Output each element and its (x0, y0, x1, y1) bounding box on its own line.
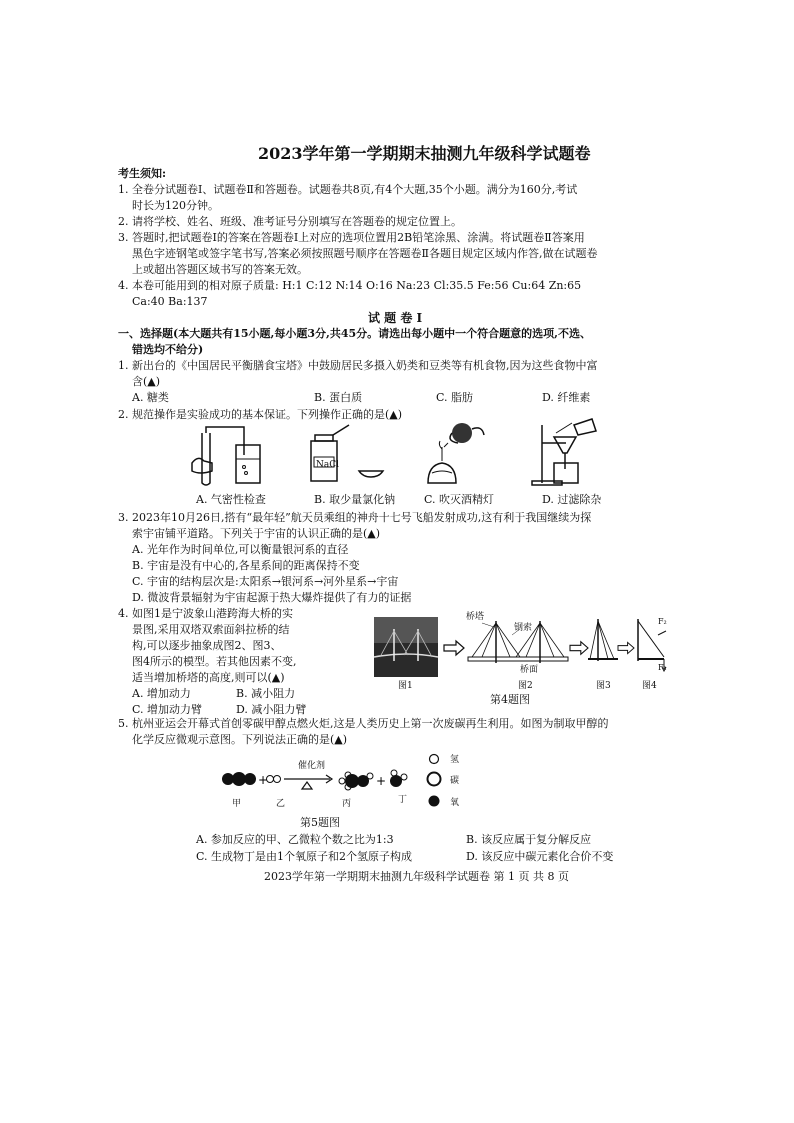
q3-option-b: B. 宇宙是没有中心的,各星系间的距离保持不变 (132, 559, 360, 572)
question-2-stem: 2. 规范操作是实验成功的基本保证。下列操作正确的是(▲) (118, 408, 403, 421)
q4-option-c: C. 增加动力臂 (132, 703, 203, 716)
fig1-label: 图1 (398, 681, 413, 691)
q5-option-c: C. 生成物丁是由1个氧原子和2个氢原子构成 (196, 850, 413, 863)
q2-option-a: A. 气密性检查 (196, 493, 266, 506)
option-c: C. 脂肪 (436, 391, 474, 404)
nacl-label: NaCl (316, 460, 340, 470)
notice-line: 上或超出答题区域书写的答案无效。 (132, 263, 308, 276)
question-1-stem: 含(▲) (132, 375, 161, 388)
svg-text:+: + (258, 773, 269, 787)
question-3-stem: 3. 2023年10月26日,搭有“最年轻”航天员乘组的神舟十七号飞船发射成功,这有利于我国继续为探 (118, 511, 592, 524)
q5-option-a: A. 参加反应的甲、乙微粒个数之比为1:3 (196, 833, 394, 846)
question-4-stem: 构,可以逐步抽象成图2、图3、 (132, 639, 282, 652)
page-title: 2023学年第一学期期末抽测九年级科学试题卷 (258, 144, 591, 163)
section-title: 试 题 卷 Ⅰ (368, 311, 423, 325)
question-4-stem: 适当增加桥塔的高度,则可以(▲) (132, 671, 285, 684)
blow-out-lamp-illustration (418, 421, 498, 487)
q3-option-a: A. 光年作为时间单位,可以衡量银河系的直径 (132, 543, 349, 556)
notice-line: 3. 答题时,把试题卷Ⅰ的答案在答题卷Ⅰ上对应的选项位置用2B铅笔涂黑、涂满。将试题卷Ⅱ答案用 (118, 231, 585, 244)
question-5-stem: 5. 杭州亚运会开幕式首创零碳甲醇点燃火炬,这是人类历史上第一次废碳再生利用。如图为制取甲醇的 (118, 717, 609, 730)
notice-line: 4. 本卷可能用到的相对原子质量: H:1 C:12 N:14 O:16 Na:23 Cl:35.5 Fe:56 Cu:64 Zn:65 (118, 279, 582, 292)
species-jia: 甲 (232, 799, 242, 809)
species-yi: 乙 (276, 799, 286, 809)
legend-oxygen: 氧 (450, 798, 460, 808)
notice-line: 1. 全卷分试题卷Ⅰ、试题卷Ⅱ和答题卷。试题卷共8页,有4个大题,35个小题。满分为160分,考试 (118, 183, 578, 196)
q4-option-a: A. 增加动力 (132, 687, 191, 700)
svg-text:+: + (376, 774, 387, 788)
species-bing: 丙 (342, 799, 352, 809)
force-f2-label: F₂ (658, 617, 667, 626)
filtration-illustration (526, 419, 606, 487)
arrow-right-icon (444, 641, 464, 655)
q5-figure-caption: 第5题图 (300, 816, 340, 829)
q2-option-d: D. 过滤除杂 (542, 493, 602, 506)
notice-line: 2. 请将学校、姓名、班级、准考证号分别填写在答题卷的规定位置上。 (118, 215, 462, 228)
arrow-right-icon (618, 641, 634, 655)
section-intro: 一、选择题(本大题共有15小题,每小题3分,共45分。请选出每小题中一个符合题意的选项,不选、 (118, 327, 591, 340)
question-4-stem: 景图,采用双塔双索面斜拉桥的结 (132, 623, 290, 636)
notice-line: 黑色字迹钢笔或签字笔书写,答案必须按照题号顺序在答题卷Ⅱ各题目规定区域内作答,做在试题卷 (132, 247, 598, 260)
q2-option-b: B. 取少量氯化钠 (314, 493, 396, 506)
q5-option-b: B. 该反应属于复分解反应 (466, 833, 592, 846)
notice-line: Ca:40 Ba:137 (132, 295, 208, 308)
fig3-label: 图3 (596, 681, 611, 691)
cable-label: 钢索 (514, 623, 533, 633)
question-5-stem: 化学反应微观示意图。下列说法正确的是(▲) (132, 733, 348, 746)
notice-heading: 考生须知: (118, 167, 167, 180)
q3-option-c: C. 宇宙的结构层次是:太阳系→银河系→河外星系→宇宙 (132, 575, 399, 588)
option-a: A. 糖类 (132, 391, 169, 404)
exam-page (118, 95, 674, 910)
page-footer: 2023学年第一学期期末抽测九年级科学试题卷 第 1 页 共 8 页 (264, 870, 569, 883)
force-f1-label: F₁ (658, 663, 667, 672)
tower-label: 桥塔 (466, 612, 485, 622)
question-4-stem: 4. 如图1是宁波象山港跨海大桥的实 (118, 607, 293, 620)
section-intro: 错选均不给分) (132, 343, 204, 356)
fig4-label: 图4 (642, 681, 657, 691)
bridge-photo (374, 617, 438, 677)
question-3-stem: 索宇宙铺平道路。下列关于宇宙的认识正确的是(▲) (132, 527, 381, 540)
option-d: D. 纤维素 (542, 391, 591, 404)
take-sodium-chloride-illustration (303, 425, 393, 487)
arrow-right-icon (570, 641, 588, 655)
atom-legend (424, 753, 444, 809)
bridge-model-figure-3 (588, 613, 618, 677)
legend-hydrogen: 氢 (450, 755, 460, 765)
airtightness-check-illustration (190, 425, 270, 487)
question-4-stem: 图4所示的模型。若其他因素不变, (132, 655, 297, 668)
reaction-diagram (218, 755, 438, 795)
q2-option-c: C. 吹灭酒精灯 (424, 493, 495, 506)
q4-figure-caption: 第4题图 (490, 693, 530, 706)
deck-label: 桥面 (520, 665, 539, 675)
notice-line: 时长为120分钟。 (132, 199, 219, 212)
fig2-label: 图2 (518, 681, 533, 691)
question-1-stem: 1. 新出台的《中国居民平衡膳食宝塔》中鼓励居民多摄入奶类和豆类等有机食物,因为这些食物中富 (118, 359, 598, 372)
species-ding: 丁 (398, 795, 408, 805)
q5-option-d: D. 该反应中碳元素化合价不变 (466, 850, 614, 863)
option-b: B. 蛋白质 (314, 391, 363, 404)
q4-option-d: D. 减小阻力臂 (236, 703, 307, 716)
catalyst-label: 催化剂 (298, 761, 326, 771)
q4-option-b: B. 减小阻力 (236, 687, 296, 700)
legend-carbon: 碳 (450, 776, 460, 786)
q3-option-d: D. 微波背景辐射为宇宙起源于热大爆炸提供了有力的证据 (132, 591, 412, 604)
